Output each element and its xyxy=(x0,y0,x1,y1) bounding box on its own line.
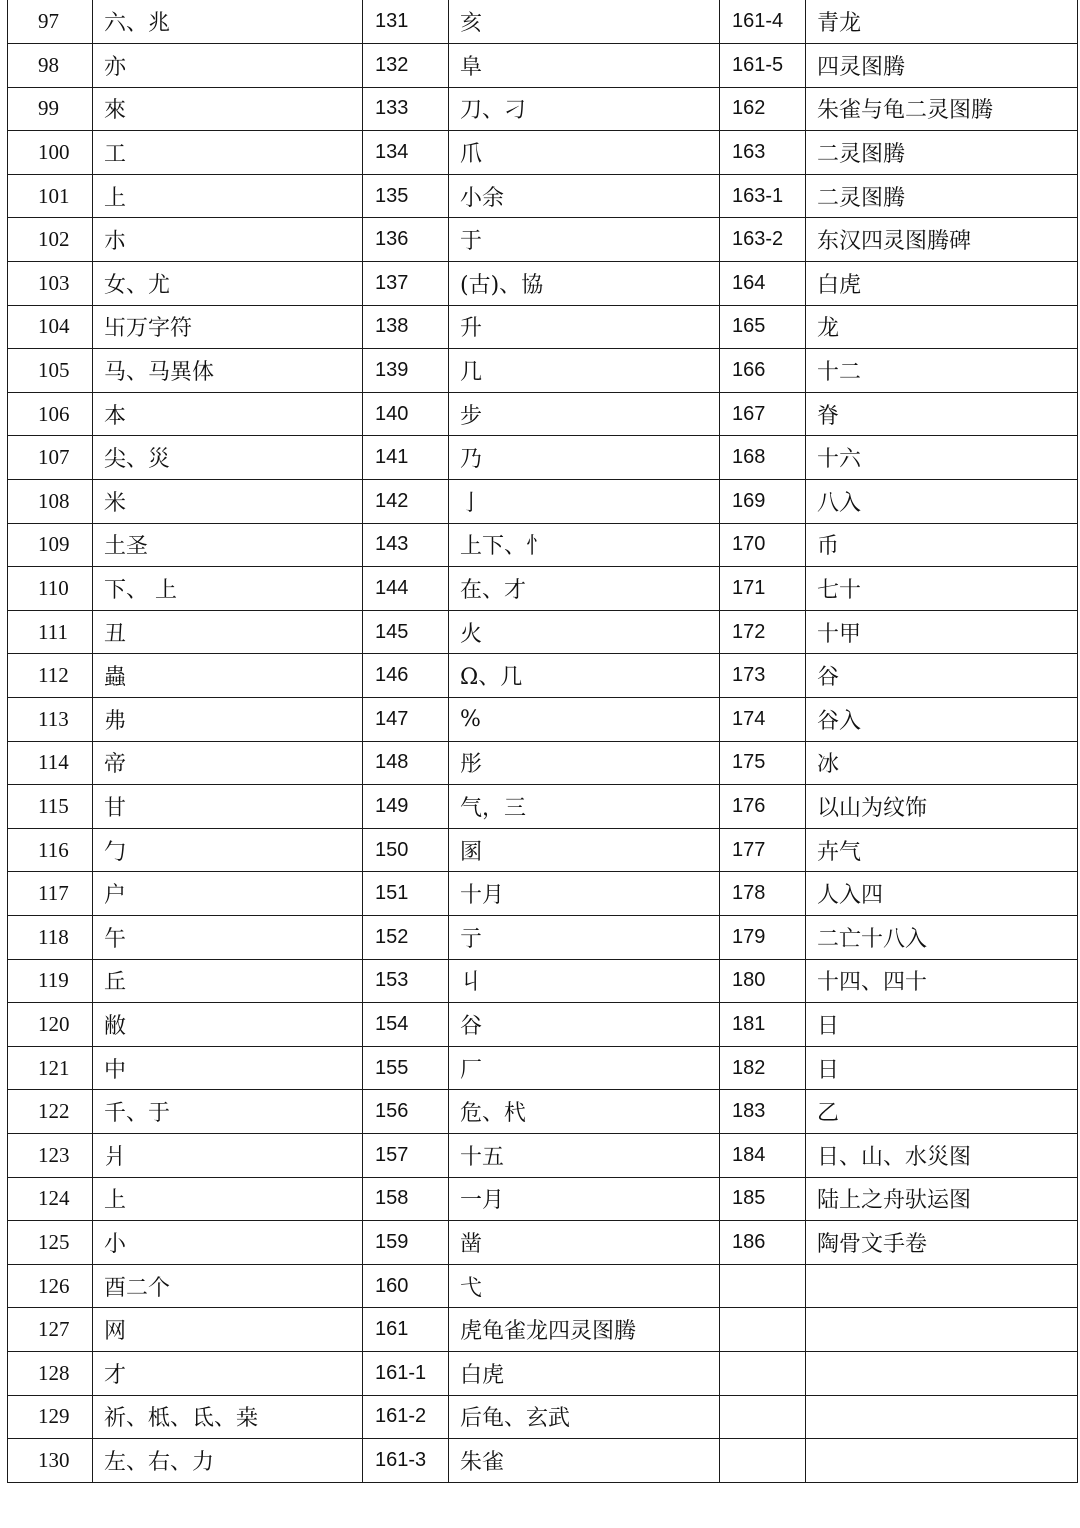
index-number-cell: 152 xyxy=(363,915,449,959)
character-cell: 升 xyxy=(449,305,720,349)
index-number-cell: 161-5 xyxy=(720,44,806,88)
character-cell: 十月 xyxy=(449,872,720,916)
index-number-cell: 109 xyxy=(8,523,93,567)
table-row xyxy=(8,698,1078,742)
index-number-cell: 102 xyxy=(8,218,93,262)
character-cell: 弋 xyxy=(449,1264,720,1308)
table-row xyxy=(8,785,1078,829)
index-number-cell xyxy=(720,1395,806,1439)
index-number-cell: 163 xyxy=(720,131,806,175)
index-number-cell: 107 xyxy=(8,436,93,480)
index-number-cell: 119 xyxy=(8,959,93,1003)
index-number-cell: 111 xyxy=(8,610,93,654)
character-cell xyxy=(806,1395,1078,1439)
character-cell: 八入 xyxy=(806,480,1078,524)
character-cell: 几 xyxy=(449,349,720,393)
character-cell: 阜 xyxy=(449,44,720,88)
index-number-cell: 154 xyxy=(363,1003,449,1047)
table-row xyxy=(8,1177,1078,1221)
character-cell: 尖、災 xyxy=(93,436,363,480)
index-number-cell: 169 xyxy=(720,480,806,524)
index-number-cell: 117 xyxy=(8,872,93,916)
index-number-cell: 100 xyxy=(8,131,93,175)
table-row xyxy=(8,610,1078,654)
table-row xyxy=(8,654,1078,698)
index-number-cell: 126 xyxy=(8,1264,93,1308)
index-number-cell: 161-3 xyxy=(363,1439,449,1483)
index-number-cell: 163-2 xyxy=(720,218,806,262)
character-cell: 二亡十八入 xyxy=(806,915,1078,959)
character-cell: 酉二个 xyxy=(93,1264,363,1308)
table-row xyxy=(8,1133,1078,1177)
index-number-cell: 158 xyxy=(363,1177,449,1221)
character-cell: 祈、柢、氐、桒 xyxy=(93,1395,363,1439)
character-cell: 白虎 xyxy=(806,262,1078,306)
character-cell: 才 xyxy=(93,1351,363,1395)
character-cell: 厂 xyxy=(449,1046,720,1090)
character-cell: 乙 xyxy=(806,1090,1078,1134)
character-cell: 六、兆 xyxy=(93,0,363,44)
index-number-cell: 129 xyxy=(8,1395,93,1439)
table-row xyxy=(8,44,1078,88)
index-number-cell: 180 xyxy=(720,959,806,1003)
character-cell: 上 xyxy=(93,1177,363,1221)
index-number-cell: 112 xyxy=(8,654,93,698)
character-cell: 米 xyxy=(93,480,363,524)
index-number-cell: 176 xyxy=(720,785,806,829)
index-number-cell: 138 xyxy=(363,305,449,349)
character-cell: 土圣 xyxy=(93,523,363,567)
index-number-cell: 110 xyxy=(8,567,93,611)
table-row xyxy=(8,0,1078,44)
index-number-cell: 159 xyxy=(363,1221,449,1265)
index-number-cell: 134 xyxy=(363,131,449,175)
character-cell: (古)、協 xyxy=(449,262,720,306)
index-number-cell: 144 xyxy=(363,567,449,611)
character-cell xyxy=(806,1264,1078,1308)
table-row xyxy=(8,218,1078,262)
index-number-cell: 139 xyxy=(363,349,449,393)
character-cell: 來 xyxy=(93,87,363,131)
character-cell: 币 xyxy=(806,523,1078,567)
character-cell: 亥 xyxy=(449,0,720,44)
index-number-cell: 106 xyxy=(8,392,93,436)
character-cell: 朱雀 xyxy=(449,1439,720,1483)
index-number-cell xyxy=(720,1264,806,1308)
index-number-cell: 113 xyxy=(8,698,93,742)
character-cell: Ω、几 xyxy=(449,654,720,698)
index-number-cell: 161-4 xyxy=(720,0,806,44)
index-number-cell: 151 xyxy=(363,872,449,916)
index-number-cell: 170 xyxy=(720,523,806,567)
table-row xyxy=(8,1046,1078,1090)
table-row xyxy=(8,1003,1078,1047)
character-cell: 小 xyxy=(93,1221,363,1265)
character-cell: 虎龟雀龙四灵图腾 xyxy=(449,1308,720,1352)
index-number-cell: 105 xyxy=(8,349,93,393)
index-number-cell: 172 xyxy=(720,610,806,654)
index-number-cell: 121 xyxy=(8,1046,93,1090)
character-cell: 弗 xyxy=(93,698,363,742)
index-number-cell: 161-1 xyxy=(363,1351,449,1395)
character-cell: 谷 xyxy=(449,1003,720,1047)
character-cell: 凿 xyxy=(449,1221,720,1265)
index-number-cell xyxy=(720,1308,806,1352)
index-number-cell: 178 xyxy=(720,872,806,916)
character-cell: 以山为纹饰 xyxy=(806,785,1078,829)
index-number-cell: 177 xyxy=(720,828,806,872)
character-cell: 日 xyxy=(806,1046,1078,1090)
character-cell: 白虎 xyxy=(449,1351,720,1395)
table-body xyxy=(8,0,1078,1482)
index-number-cell: 147 xyxy=(363,698,449,742)
index-number-cell: 182 xyxy=(720,1046,806,1090)
table-row xyxy=(8,1439,1078,1483)
character-cell: 圂 xyxy=(449,828,720,872)
character-cell: 气，三 xyxy=(449,785,720,829)
index-number-cell: 149 xyxy=(363,785,449,829)
character-cell: 冰 xyxy=(806,741,1078,785)
character-cell: 女、尤 xyxy=(93,262,363,306)
index-number-cell: 108 xyxy=(8,480,93,524)
index-number-cell: 133 xyxy=(363,87,449,131)
table-row xyxy=(8,872,1078,916)
index-number-cell: 146 xyxy=(363,654,449,698)
character-cell: 爪 xyxy=(449,131,720,175)
table-row xyxy=(8,262,1078,306)
index-number-cell: 160 xyxy=(363,1264,449,1308)
index-number-cell: 184 xyxy=(720,1133,806,1177)
character-cell: 左、右、力 xyxy=(93,1439,363,1483)
index-number-cell: 120 xyxy=(8,1003,93,1047)
character-cell: 朩 xyxy=(93,218,363,262)
index-number-cell: 101 xyxy=(8,174,93,218)
index-number-cell: 128 xyxy=(8,1351,93,1395)
character-cell: 户 xyxy=(93,872,363,916)
index-number-cell: 171 xyxy=(720,567,806,611)
character-cell: 丑 xyxy=(93,610,363,654)
index-number-cell: 131 xyxy=(363,0,449,44)
table-row xyxy=(8,1221,1078,1265)
index-number-cell: 165 xyxy=(720,305,806,349)
character-cell: 蟲 xyxy=(93,654,363,698)
character-cell: 人入四 xyxy=(806,872,1078,916)
character-cell: 在、才 xyxy=(449,567,720,611)
index-number-cell: 143 xyxy=(363,523,449,567)
index-number-cell: 103 xyxy=(8,262,93,306)
character-cell: 二灵图腾 xyxy=(806,131,1078,175)
index-number-cell: 162 xyxy=(720,87,806,131)
character-cell: 千、于 xyxy=(93,1090,363,1134)
index-number-cell: 137 xyxy=(363,262,449,306)
character-cell: 十甲 xyxy=(806,610,1078,654)
character-cell: 本 xyxy=(93,392,363,436)
index-number-cell: 145 xyxy=(363,610,449,654)
index-number-cell: 104 xyxy=(8,305,93,349)
character-cell: 四灵图腾 xyxy=(806,44,1078,88)
index-number-cell: 141 xyxy=(363,436,449,480)
index-number-cell: 175 xyxy=(720,741,806,785)
character-cell: 脊 xyxy=(806,392,1078,436)
character-cell: 工 xyxy=(93,131,363,175)
table-row xyxy=(8,392,1078,436)
character-cell: 步 xyxy=(449,392,720,436)
table-row xyxy=(8,480,1078,524)
character-cell: 马、马異体 xyxy=(93,349,363,393)
character-cell: 勹 xyxy=(93,828,363,872)
character-cell: 青龙 xyxy=(806,0,1078,44)
index-number-cell xyxy=(720,1351,806,1395)
character-cell: 陆上之舟驮运图 xyxy=(806,1177,1078,1221)
index-number-cell: 148 xyxy=(363,741,449,785)
character-cell: 亍 xyxy=(449,915,720,959)
index-number-cell: 166 xyxy=(720,349,806,393)
index-number-cell: 118 xyxy=(8,915,93,959)
index-number-cell: 135 xyxy=(363,174,449,218)
character-cell: 谷 xyxy=(806,654,1078,698)
character-cell: 小余 xyxy=(449,174,720,218)
character-cell: 十四、四十 xyxy=(806,959,1078,1003)
index-number-cell: 142 xyxy=(363,480,449,524)
table-row xyxy=(8,349,1078,393)
index-number-cell: 140 xyxy=(363,392,449,436)
character-cell: 龙 xyxy=(806,305,1078,349)
character-cell: 于 xyxy=(449,218,720,262)
character-cell xyxy=(806,1439,1078,1483)
character-cell: 朱雀与龟二灵图腾 xyxy=(806,87,1078,131)
index-number-cell: 130 xyxy=(8,1439,93,1483)
character-cell: 一月 xyxy=(449,1177,720,1221)
table-row xyxy=(8,1308,1078,1352)
character-cell: 火 xyxy=(449,610,720,654)
table-row xyxy=(8,436,1078,480)
table-row xyxy=(8,1351,1078,1395)
character-cell: 七十 xyxy=(806,567,1078,611)
character-cell xyxy=(806,1308,1078,1352)
index-number-cell: 99 xyxy=(8,87,93,131)
character-cell: 卉气 xyxy=(806,828,1078,872)
character-cell: 东汉四灵图腾碑 xyxy=(806,218,1078,262)
index-number-cell: 163-1 xyxy=(720,174,806,218)
index-number-cell: 127 xyxy=(8,1308,93,1352)
table-row xyxy=(8,87,1078,131)
index-number-cell: 157 xyxy=(363,1133,449,1177)
index-number-cell: 124 xyxy=(8,1177,93,1221)
index-number-cell xyxy=(720,1439,806,1483)
index-number-cell: 186 xyxy=(720,1221,806,1265)
character-cell: 危、杙 xyxy=(449,1090,720,1134)
index-number-cell: 181 xyxy=(720,1003,806,1047)
index-number-cell: 155 xyxy=(363,1046,449,1090)
character-cell: 甘 xyxy=(93,785,363,829)
table-row xyxy=(8,1395,1078,1439)
index-number-cell: 123 xyxy=(8,1133,93,1177)
table-row xyxy=(8,1090,1078,1134)
character-cell: 午 xyxy=(93,915,363,959)
character-cell: 十六 xyxy=(806,436,1078,480)
index-number-cell: 150 xyxy=(363,828,449,872)
character-cell: 上 xyxy=(93,174,363,218)
character-cell: 中 xyxy=(93,1046,363,1090)
index-number-cell: 156 xyxy=(363,1090,449,1134)
table-row xyxy=(8,174,1078,218)
index-number-cell: 174 xyxy=(720,698,806,742)
index-number-cell: 168 xyxy=(720,436,806,480)
index-number-cell: 122 xyxy=(8,1090,93,1134)
character-cell: 敝 xyxy=(93,1003,363,1047)
table-row xyxy=(8,1264,1078,1308)
character-cell: 刀、刁 xyxy=(449,87,720,131)
character-cell: 后龟、玄武 xyxy=(449,1395,720,1439)
index-number-cell: 183 xyxy=(720,1090,806,1134)
index-number-cell: 161 xyxy=(363,1308,449,1352)
character-cell: % xyxy=(449,698,720,742)
character-cell: 丘 xyxy=(93,959,363,1003)
index-number-cell: 98 xyxy=(8,44,93,88)
character-cell: 网 xyxy=(93,1308,363,1352)
character-cell: 亅 xyxy=(449,480,720,524)
character-cell: 卐万字符 xyxy=(93,305,363,349)
table-row xyxy=(8,131,1078,175)
index-number-cell: 153 xyxy=(363,959,449,1003)
character-cell: 上下、忄 xyxy=(449,523,720,567)
index-number-cell: 132 xyxy=(363,44,449,88)
table-row xyxy=(8,741,1078,785)
character-cell: 陶骨文手卷 xyxy=(806,1221,1078,1265)
table-row xyxy=(8,828,1078,872)
character-cell: 谷入 xyxy=(806,698,1078,742)
index-number-cell: 116 xyxy=(8,828,93,872)
character-cell: 帝 xyxy=(93,741,363,785)
index-number-cell: 114 xyxy=(8,741,93,785)
index-number-cell: 136 xyxy=(363,218,449,262)
index-number-cell: 161-2 xyxy=(363,1395,449,1439)
character-cell: 彤 xyxy=(449,741,720,785)
character-cell: 二灵图腾 xyxy=(806,174,1078,218)
table-row xyxy=(8,523,1078,567)
character-cell: 丩 xyxy=(449,959,720,1003)
character-cell: 亦 xyxy=(93,44,363,88)
character-cell: 爿 xyxy=(93,1133,363,1177)
character-cell: 日 xyxy=(806,1003,1078,1047)
index-number-cell: 164 xyxy=(720,262,806,306)
character-cell: 十五 xyxy=(449,1133,720,1177)
table-row xyxy=(8,915,1078,959)
table-row xyxy=(8,567,1078,611)
table-row xyxy=(8,305,1078,349)
character-cell: 日、山、水災图 xyxy=(806,1133,1078,1177)
index-number-cell: 97 xyxy=(8,0,93,44)
index-number-cell: 179 xyxy=(720,915,806,959)
character-cell: 十二 xyxy=(806,349,1078,393)
table-row xyxy=(8,959,1078,1003)
character-cell: 乃 xyxy=(449,436,720,480)
index-number-cell: 125 xyxy=(8,1221,93,1265)
character-cell: 下、 上 xyxy=(93,567,363,611)
character-index-table xyxy=(7,0,1078,1483)
index-number-cell: 173 xyxy=(720,654,806,698)
index-number-cell: 115 xyxy=(8,785,93,829)
index-number-cell: 185 xyxy=(720,1177,806,1221)
index-number-cell: 167 xyxy=(720,392,806,436)
character-cell xyxy=(806,1351,1078,1395)
